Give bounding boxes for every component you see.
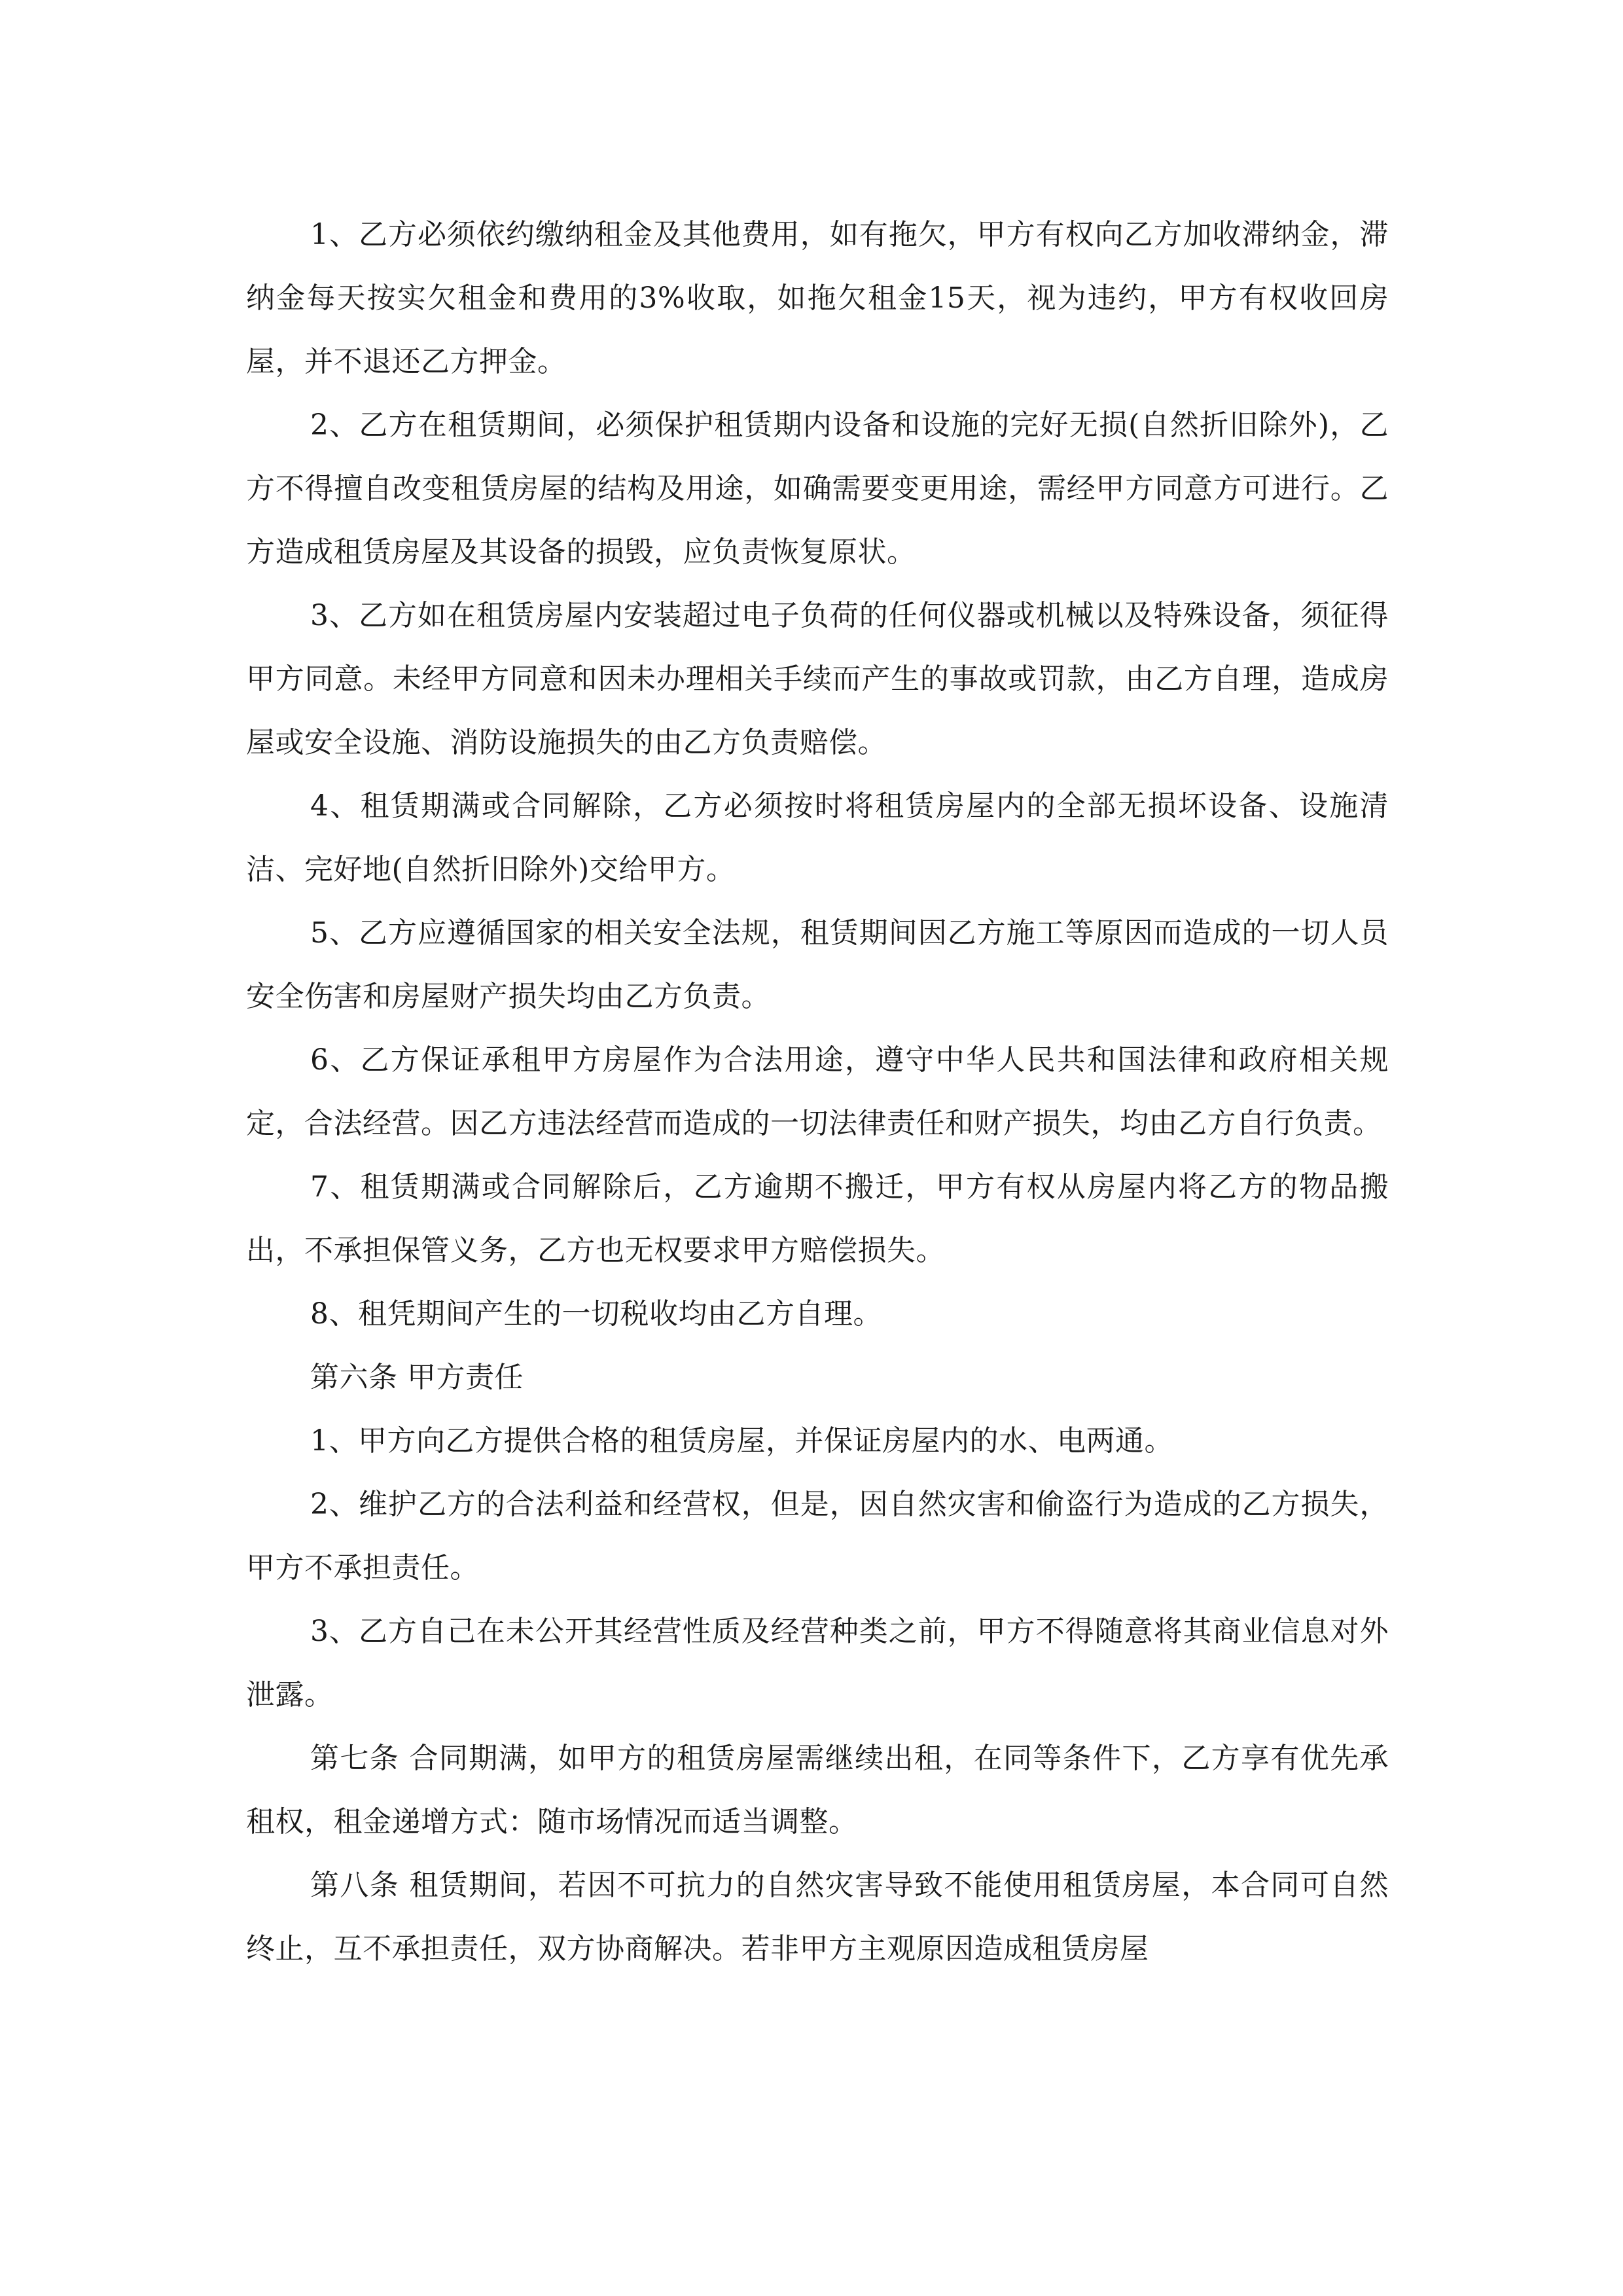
section-heading-article-6: 第六条 甲方责任: [310, 1361, 524, 1394]
paragraph-8: 8、租凭期间产生的一切税收均由乙方自理。: [310, 1297, 882, 1331]
paragraph-7: 7、租赁期满或合同解除后，乙方逾期不搬迁，甲方有权从房屋内将乙方的物品搬出，不承担保管义务，乙方也无权要求甲方赔偿损失。: [246, 1170, 1389, 1267]
document-body: [246, 203, 1389, 1981]
paragraph-article6-1: 1、甲方向乙方提供合格的租赁房屋，并保证房屋内的水、电两通。: [310, 1424, 1173, 1458]
paragraph-6: 6、乙方保证承租甲方房屋作为合法用途，遵守中华人民共和国法律和政府相关规定，合法经营。因乙方违法经营而造成的一切法律责任和财产损失，均由乙方自行负责。: [246, 1043, 1389, 1140]
paragraph-article-7: 第七条 合同期满，如甲方的租赁房屋需继续出租，在同等条件下，乙方享有优先承租权，租金递增方式：随市场情况而适当调整。: [246, 1742, 1389, 1839]
paragraph-1: 1、乙方必须依约缴纳租金及其他费用，如有拖欠，甲方有权向乙方加收滞纳金，滞纳金每天按实欠租金和费用的3%收取，如拖欠租金15天，视为违约，甲方有权收回房屋，并不退还乙方押金。: [246, 218, 1389, 378]
paragraph-article-8: 第八条 租赁期间，若因不可抗力的自然灾害导致不能使用租赁房屋，本合同可自然终止，互不承担责任，双方协商解决。若非甲方主观原因造成租赁房屋: [246, 1869, 1389, 1965]
paragraph-2: 2、乙方在租赁期间，必须保护租赁期内设备和设施的完好无损(自然折旧除外)，乙方不得擅自改变租赁房屋的结构及用途，如确需要变更用途，需经甲方同意方可进行。乙方造成租赁房屋及其设备的损毁，应负责恢复原状。: [246, 408, 1389, 569]
paragraph-3: 3、乙方如在租赁房屋内安装超过电子负荷的任何仪器或机械以及特殊设备，须征得甲方同意。未经甲方同意和因未办理相关手续而产生的事故或罚款，由乙方自理，造成房屋或安全设施、消防设施损失的由乙方负责赔偿。: [246, 599, 1389, 759]
paragraph-4: 4、租赁期满或合同解除，乙方必须按时将租赁房屋内的全部无损坏设备、设施清洁、完好地(自然折旧除外)交给甲方。: [246, 789, 1389, 886]
paragraph-5: 5、乙方应遵循国家的相关安全法规，租赁期间因乙方施工等原因而造成的一切人员安全伤害和房屋财产损失均由乙方负责。: [246, 916, 1389, 1013]
paragraph-article6-2: 2、维护乙方的合法利益和经营权，但是，因自然灾害和偷盗行为造成的乙方损失，甲方不承担责任。: [246, 1488, 1389, 1585]
paragraph-article6-3: 3、乙方自己在未公开其经营性质及经营种类之前，甲方不得随意将其商业信息对外泄露。: [246, 1615, 1389, 1712]
